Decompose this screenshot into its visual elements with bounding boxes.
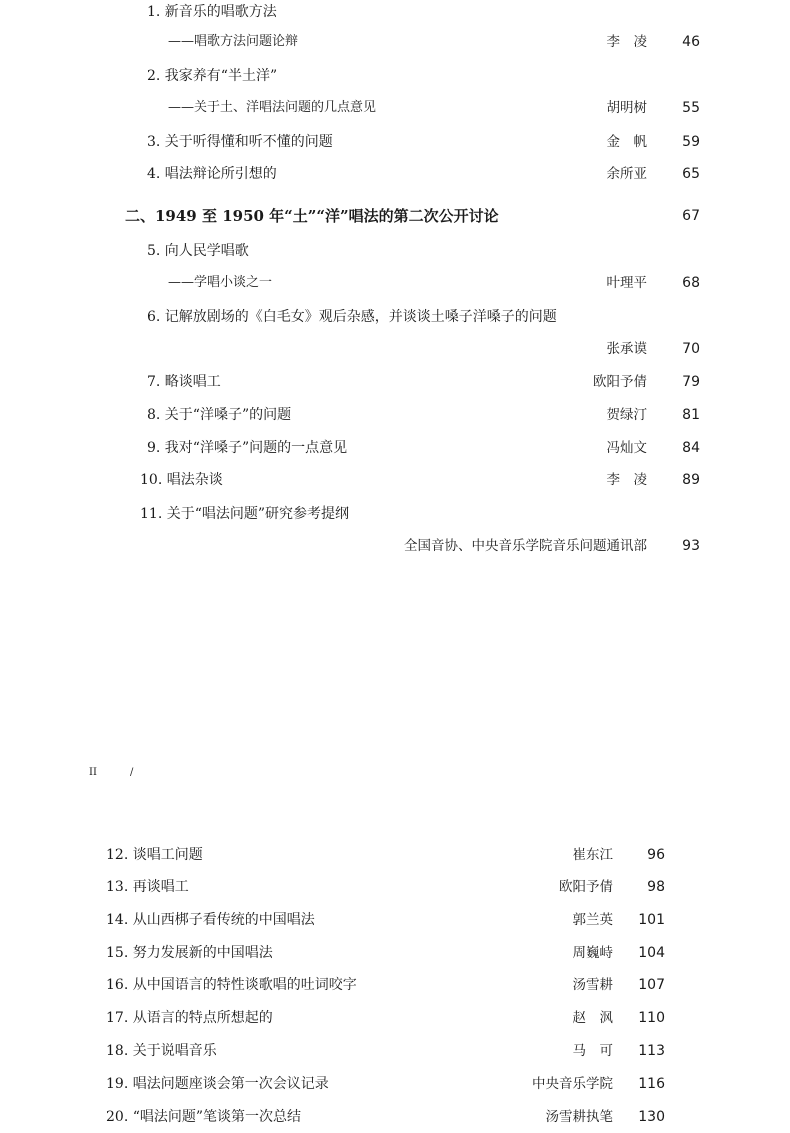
toc-entry: [0, 436, 790, 460]
toc-entry: [0, 130, 790, 154]
entry-page: 110: [638, 1010, 665, 1026]
entry-title: 15. 努力发展新的中国唱法: [106, 945, 273, 961]
entry-title: 6. 记解放剧场的《白毛女》观后杂感，并谈谈土嗓子洋嗓子的问题: [147, 309, 557, 325]
toc-entry: [0, 239, 790, 263]
entry-author: 中央音乐学院: [532, 1076, 613, 1092]
entry-author: 李 凌: [606, 472, 647, 488]
entry-page: 107: [638, 977, 665, 993]
toc-entry: [0, 468, 790, 492]
entry-author: 叶理平: [606, 275, 647, 291]
entry-page: 89: [682, 472, 700, 488]
entry-author: 全国音协、中央音乐学院音乐问题通讯部: [404, 538, 647, 554]
entry-author: 周巍峙: [572, 945, 613, 961]
entry-page: 65: [682, 166, 700, 182]
entry-title: 4. 唱法辩论所引想的: [147, 166, 277, 182]
entry-page: 81: [682, 407, 700, 423]
entry-author: 贺绿汀: [606, 407, 647, 423]
toc-entry: [0, 403, 790, 427]
entry-title: 12. 谈唱工问题: [106, 847, 203, 863]
entry-title: 17. 从语言的特点所想起的: [106, 1010, 273, 1026]
toc-entry: [0, 1072, 790, 1096]
toc-entry: [0, 305, 790, 329]
entry-title: 9. 我对“洋嗓子”问题的一点意见: [147, 440, 348, 456]
entry-title: 1. 新音乐的唱歌方法: [147, 4, 277, 20]
entry-page: 55: [682, 100, 700, 116]
entry-author: 张承谟: [606, 341, 647, 357]
entry-title: 16. 从中国语言的特性谈歌唱的吐词咬字: [106, 977, 357, 993]
entry-author: 冯灿文: [606, 440, 647, 456]
entry-title: 7. 略谈唱工: [147, 374, 221, 390]
toc-entry: [0, 875, 790, 899]
entry-subtitle: ——唱歌方法问题论辩: [168, 34, 299, 49]
toc-entry: [0, 973, 790, 997]
entry-title: 10. 唱法杂谈: [140, 472, 223, 488]
toc-entry: [0, 908, 790, 932]
entry-author: 胡明树: [606, 100, 647, 116]
toc-entry: [0, 1006, 790, 1030]
entry-page: 96: [647, 847, 665, 863]
entry-page: 101: [638, 912, 665, 928]
toc-entry: [0, 502, 790, 526]
entry-author: 欧阳予倩: [593, 374, 647, 390]
toc-entry-subtitle-row: [0, 96, 790, 120]
entry-author: 崔东江: [572, 847, 613, 863]
entry-page: 79: [682, 374, 700, 390]
entry-author: 欧阳予倩: [559, 879, 613, 895]
entry-subtitle: ——关于土、洋唱法问题的几点意见: [168, 100, 377, 115]
toc-entry: [0, 0, 790, 24]
entry-page: 93: [682, 538, 700, 554]
entry-author: 郭兰英: [572, 912, 613, 928]
entry-page: 46: [682, 34, 700, 50]
toc-entry-author-row: [0, 337, 790, 361]
entry-author: 汤雪耕: [572, 977, 613, 993]
toc-entry-subtitle-row: [0, 30, 790, 54]
toc-entry: [0, 162, 790, 186]
section-title: 二、1949 至 1950 年“土”“洋”唱法的第二次公开讨论: [125, 207, 499, 225]
toc-entry: [0, 941, 790, 965]
toc-entry: [0, 64, 790, 88]
entry-title: 2. 我家养有“半土洋”: [147, 68, 278, 84]
entry-page: 84: [682, 440, 700, 456]
toc-entry: [0, 370, 790, 394]
entry-page: 116: [638, 1076, 665, 1092]
entry-author: 金 帆: [606, 134, 647, 150]
entry-title: 8. 关于“洋嗓子”的问题: [147, 407, 292, 423]
toc-entry: [0, 1105, 790, 1129]
entry-title: 11. 关于“唱法问题”研究参考提纲: [140, 506, 350, 522]
entry-title: 13. 再谈唱工: [106, 879, 189, 895]
entry-page: 130: [638, 1109, 665, 1125]
toc-entry: [0, 1039, 790, 1063]
toc-entry-author-row: [0, 534, 790, 558]
entry-page: 70: [682, 341, 700, 357]
entry-page: 98: [647, 879, 665, 895]
page-number-separator: /: [130, 767, 134, 778]
entry-page: 104: [638, 945, 665, 961]
entry-title: 14. 从山西梆子看传统的中国唱法: [106, 912, 315, 928]
entry-author: 赵 沨: [572, 1010, 613, 1026]
toc-entry: [0, 843, 790, 867]
page-number-roman: II: [89, 767, 97, 778]
entry-title: 19. 唱法问题座谈会第一次会议记录: [106, 1076, 329, 1092]
entry-author: 余所亚: [606, 166, 647, 182]
entry-subtitle: ——学唱小谈之一: [168, 275, 273, 290]
toc-entry-subtitle-row: [0, 271, 790, 295]
entry-author: 李 凌: [606, 34, 647, 50]
toc-section-heading: [0, 204, 790, 228]
entry-title: 3. 关于听得懂和听不懂的问题: [147, 134, 333, 150]
entry-title: 18. 关于说唱音乐: [106, 1043, 217, 1059]
entry-author: 汤雪耕执笔: [545, 1109, 613, 1125]
entry-page: 113: [638, 1043, 665, 1059]
entry-page: 59: [682, 134, 700, 150]
entry-title: 5. 向人民学唱歌: [147, 243, 249, 259]
section-page: 67: [682, 208, 700, 224]
entry-title: 20. “唱法问题”笔谈第一次总结: [106, 1109, 302, 1125]
entry-author: 马 可: [572, 1043, 613, 1059]
entry-page: 68: [682, 275, 700, 291]
